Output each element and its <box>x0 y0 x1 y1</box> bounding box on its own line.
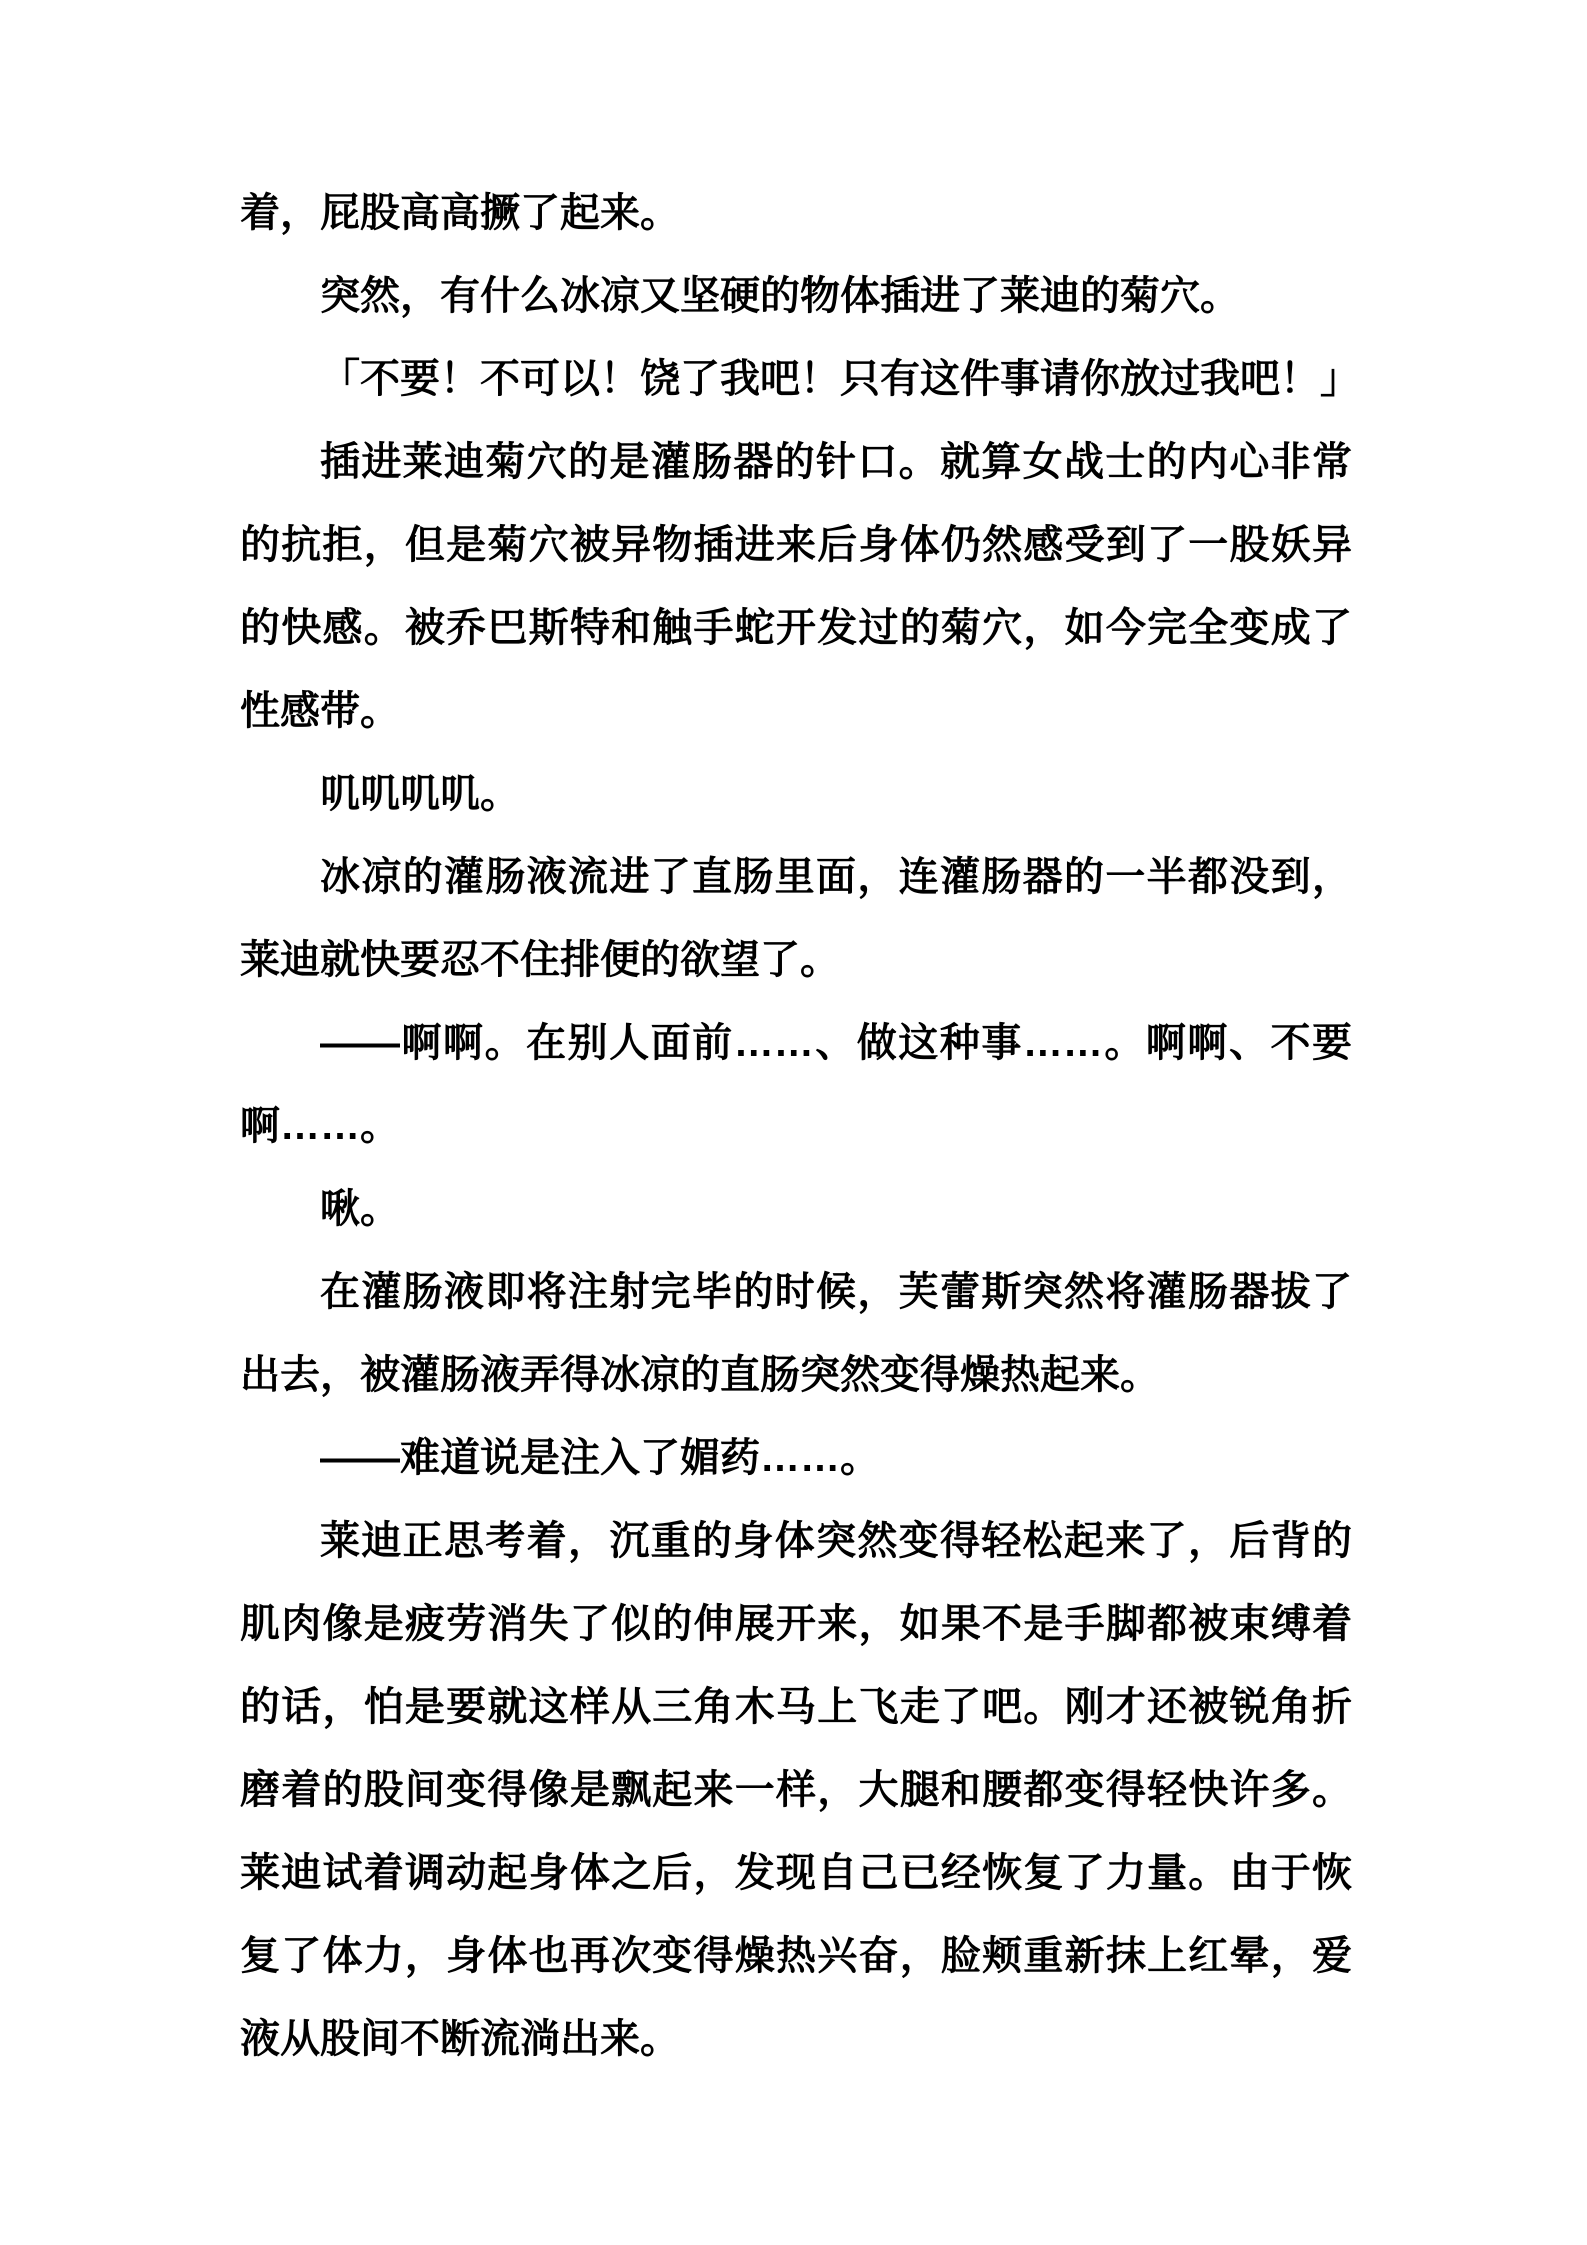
paragraph: 突然，有什么冰凉又坚硬的物体插进了莱迪的菊穴。 <box>320 274 1240 318</box>
paragraph: 在灌肠液即将注射完毕的时候，芙蕾斯突然将灌肠器拔了出去，被灌肠液弄得冰凉的直肠突然变得燥热起来。 <box>240 1270 1352 1397</box>
paragraph: 叽叽叽叽。 <box>320 772 520 816</box>
paragraph: 「不要！不可以！饶了我吧！只有这件事请你放过我吧！」 <box>320 357 1360 401</box>
paragraph: ——难道说是注入了媚药……。 <box>320 1436 880 1480</box>
paragraph: 冰凉的灌肠液流进了直肠里面，连灌肠器的一半都没到，莱迪就快要忍不住排便的欲望了。 <box>240 855 1352 982</box>
novel-text-content <box>240 172 1360 2081</box>
paragraph: ——啊啊。在别人面前……、做这种事……。啊啊、不要啊……。 <box>240 1021 1352 1148</box>
paragraph: 插进莱迪菊穴的是灌肠器的针口。就算女战士的内心非常的抗拒，但是菊穴被异物插进来后身体仍然感受到了一股妖异的快感。被乔巴斯特和触手蛇开发过的菊穴，如今完全变成了性感带。 <box>240 440 1352 733</box>
paragraph: 啾。 <box>320 1187 400 1231</box>
paragraph: 着，屁股高高撅了起来。 <box>240 191 680 235</box>
paragraph: 莱迪正思考着，沉重的身体突然变得轻松起来了，后背的肌肉像是疲劳消失了似的伸展开来，如果不是手脚都被束缚着的话，怕是要就这样从三角木马上飞走了吧。刚才还被锐角折磨着的股间变得像是飘起来一样，大腿和腰都变得轻快许多。莱迪试着调动起身体之后，发现自己已经恢复了力量。由于恢复了体力，身体也再次变得燥热兴奋，脸颊重新抹上红晕，爱液从股间不断流淌出来。 <box>240 1519 1352 2061</box>
